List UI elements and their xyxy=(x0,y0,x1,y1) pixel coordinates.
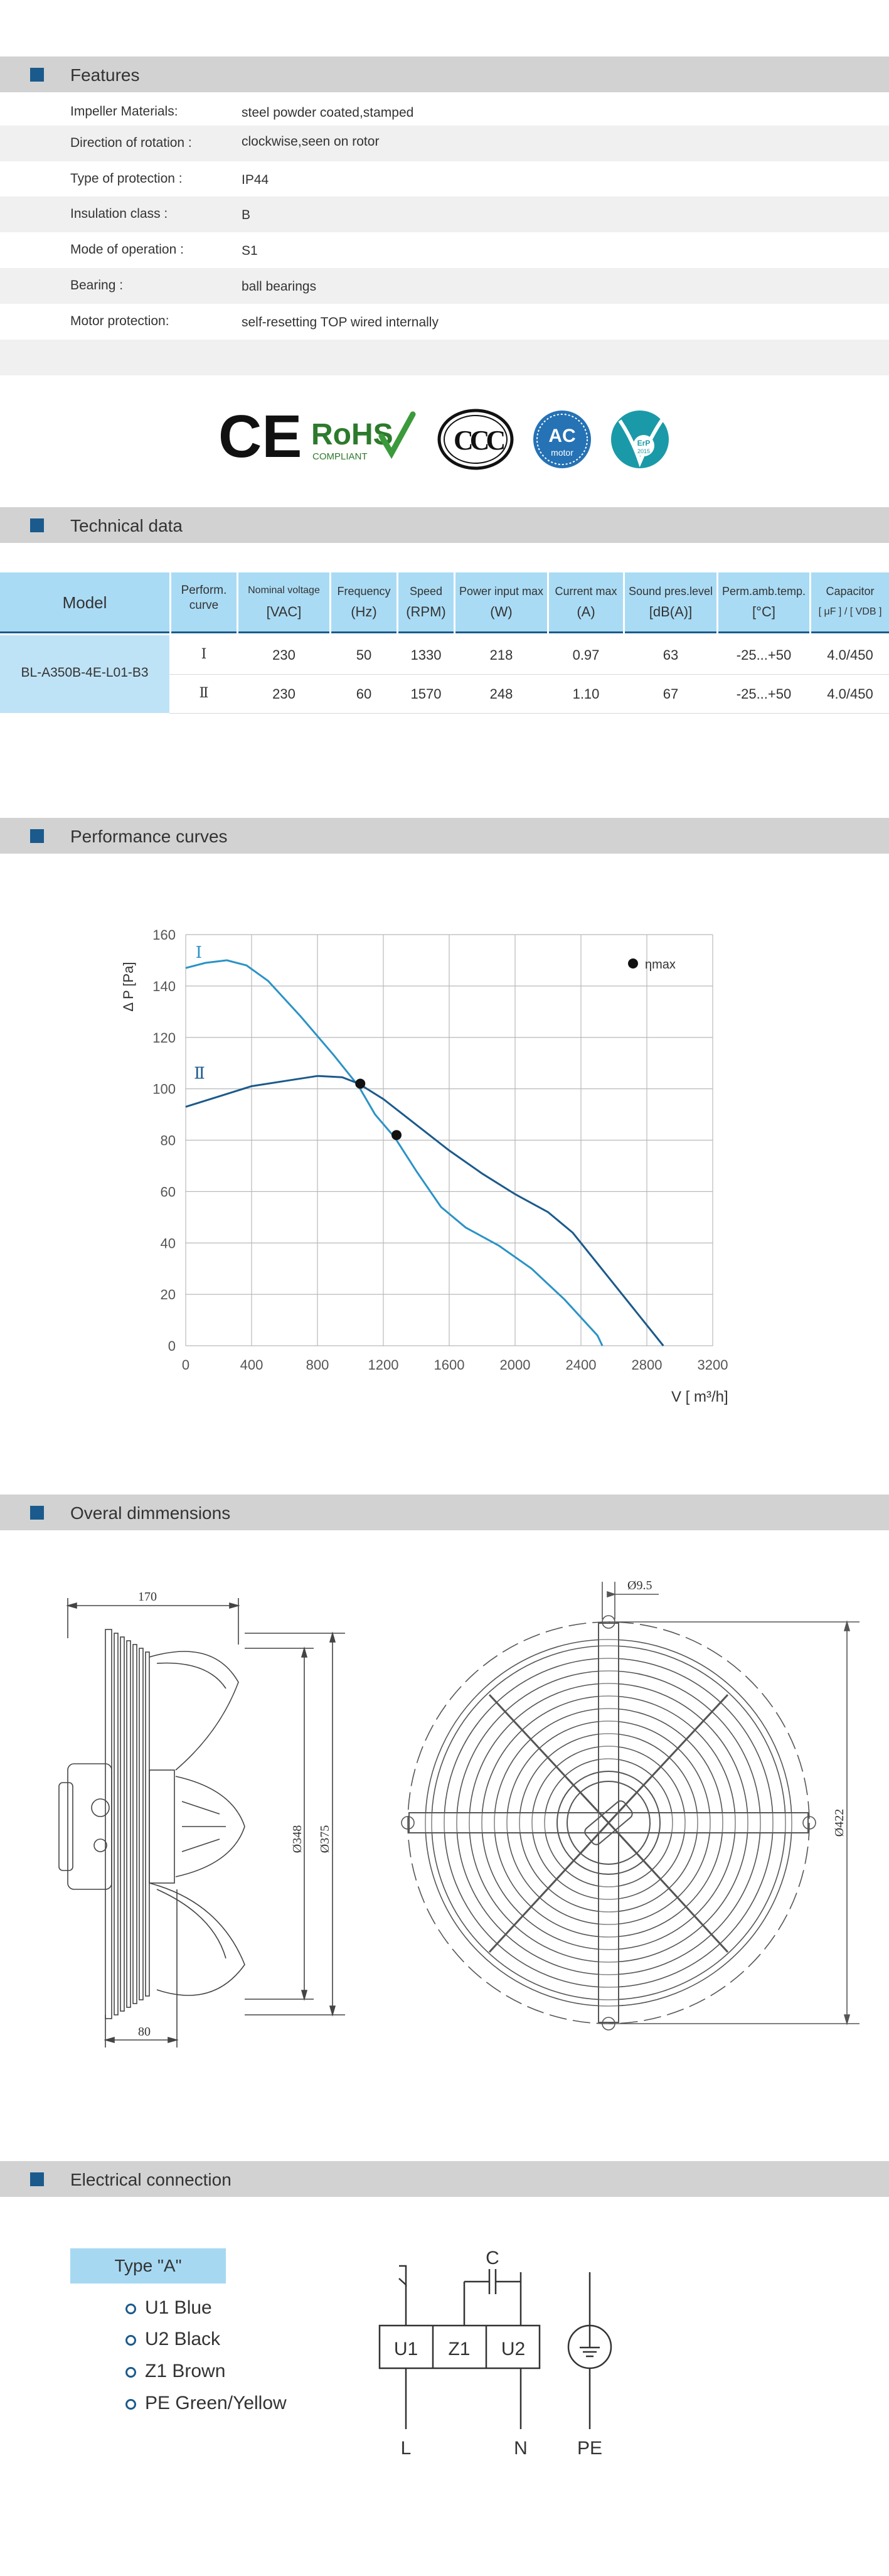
y-tick-label: 120 xyxy=(152,1029,176,1046)
th-label: Model xyxy=(62,593,107,612)
feature-key: Type of protection : xyxy=(70,171,183,186)
ac-text: AC xyxy=(548,426,576,446)
th-model xyxy=(0,572,169,633)
feature-row xyxy=(0,304,889,340)
chart-ticks xyxy=(152,927,728,1373)
erp-logo xyxy=(611,411,669,468)
th-label: Nominal voltage xyxy=(248,585,320,596)
dim-422: Ø422 xyxy=(833,1808,846,1837)
label-pe: PE xyxy=(577,2438,603,2459)
efficiency-point xyxy=(355,1078,365,1088)
capacitor-label: C xyxy=(486,2248,499,2268)
feature-value: IP44 xyxy=(242,173,269,187)
row-divider xyxy=(169,713,889,714)
th-speed xyxy=(398,572,454,633)
cell-temp: -25...+50 xyxy=(736,686,792,702)
model-cell xyxy=(0,635,169,713)
terminal-u2: U2 xyxy=(501,2339,526,2359)
performance-section-bar xyxy=(0,818,889,854)
cell-speed: 1330 xyxy=(410,647,442,663)
wire-label: U1 Blue xyxy=(145,2297,212,2318)
row-divider xyxy=(169,674,889,675)
rohs-sub-text: COMPLIANT xyxy=(312,451,368,462)
feature-row xyxy=(0,126,889,161)
section-square-icon xyxy=(30,2172,44,2186)
terminal-u1: U1 xyxy=(393,2339,418,2359)
feature-key: Insulation class : xyxy=(70,207,168,221)
bullet-icon xyxy=(125,2304,136,2314)
rohs-logo xyxy=(311,414,413,462)
y-tick-label: 140 xyxy=(152,978,176,994)
y-tick-label: 100 xyxy=(152,1081,176,1097)
feature-row-empty xyxy=(0,340,889,375)
dimensions-section-bar xyxy=(0,1495,889,1530)
wiring-diagram xyxy=(370,2247,634,2461)
dim-375: Ø375 xyxy=(318,1825,332,1854)
type-label: Type "A" xyxy=(114,2256,182,2275)
cell-capacitor: 4.0/450 xyxy=(827,686,873,702)
wire-item xyxy=(125,2361,225,2382)
th-current xyxy=(549,572,623,633)
y-axis-label: Δ P [Pa] xyxy=(120,962,136,1012)
feature-row xyxy=(0,196,889,232)
ccc-logo xyxy=(439,411,512,468)
wire-label: PE Green/Yellow xyxy=(145,2393,287,2413)
th-label: Speed xyxy=(409,585,443,598)
th-unit: (Hz) xyxy=(351,604,377,620)
th-power xyxy=(455,572,547,633)
th-unit: curve xyxy=(189,599,219,612)
series-label-2: Ⅱ xyxy=(194,1064,205,1083)
model-name: BL-A350B-4E-L01-B3 xyxy=(21,665,149,680)
feature-row xyxy=(0,268,889,304)
feature-value: clockwise,seen on rotor xyxy=(242,134,380,149)
features-section-bar xyxy=(0,56,889,92)
cell-current: 1.10 xyxy=(572,686,600,702)
erp-text: ErP xyxy=(637,439,651,448)
x-tick-label: 2400 xyxy=(565,1357,597,1373)
rohs-text: RoHS xyxy=(311,418,393,451)
wire-item xyxy=(125,2297,212,2319)
fan-side-view-drawing xyxy=(56,1575,370,2065)
legend-label: ηmax xyxy=(645,958,676,972)
x-axis-label: V [ m³/h] xyxy=(671,1388,728,1405)
bullet-icon xyxy=(125,2367,136,2378)
feature-row xyxy=(0,161,889,197)
dim-170: 170 xyxy=(138,1590,157,1604)
label-l: L xyxy=(400,2438,412,2459)
technical-title: Technical data xyxy=(70,516,183,535)
cell-frequency: 60 xyxy=(356,686,372,702)
bullet-icon xyxy=(125,2399,136,2410)
th-unit: [°C] xyxy=(752,604,775,620)
cell-sound: 63 xyxy=(663,647,679,663)
x-tick-label: 1600 xyxy=(434,1357,465,1373)
type-badge xyxy=(70,2248,226,2284)
legend-dot xyxy=(628,958,638,969)
ccc-text: CCC xyxy=(454,425,503,456)
x-tick-label: 1200 xyxy=(368,1357,399,1373)
feature-row xyxy=(0,232,889,268)
cell-power: 248 xyxy=(489,686,513,702)
efficiency-point xyxy=(391,1130,402,1140)
th-sound xyxy=(625,572,716,633)
feature-value: steel powder coated,stamped xyxy=(242,105,414,120)
dim-348: Ø348 xyxy=(290,1825,304,1854)
section-square-icon xyxy=(30,1506,44,1520)
th-label: Current max xyxy=(555,585,617,598)
series-line-1 xyxy=(186,960,602,1346)
th-unit: (A) xyxy=(577,604,595,620)
chart-grid xyxy=(186,935,713,1346)
section-square-icon xyxy=(30,68,44,82)
wire-item xyxy=(125,2393,287,2414)
feature-value: S1 xyxy=(242,244,258,258)
x-tick-label: 2000 xyxy=(499,1357,531,1373)
wire-label: Z1 Brown xyxy=(145,2361,226,2381)
cell-speed: 1570 xyxy=(410,686,442,702)
th-unit: (W) xyxy=(490,604,513,620)
feature-row xyxy=(0,94,889,130)
feature-key: Motor protection: xyxy=(70,314,169,328)
th-label: Power input max xyxy=(459,585,544,598)
x-tick-label: 400 xyxy=(240,1357,264,1373)
cell-voltage: 230 xyxy=(272,686,295,702)
fan-front-view-drawing xyxy=(395,1569,872,2034)
series-label-1: Ⅰ xyxy=(195,943,203,962)
y-tick-label: 60 xyxy=(160,1184,176,1200)
cell-temp: -25...+50 xyxy=(736,647,792,663)
technical-section-bar xyxy=(0,507,889,543)
feature-key: Mode of operation : xyxy=(70,242,184,257)
feature-value: ball bearings xyxy=(242,279,317,294)
cell-capacitor: 4.0/450 xyxy=(827,647,873,663)
label-n: N xyxy=(514,2438,528,2459)
th-label: Frequency xyxy=(337,585,391,598)
ce-text: CE xyxy=(218,403,302,470)
th-label: Sound pres.level xyxy=(628,585,713,598)
th-capacitor xyxy=(811,572,889,633)
th-unit: (RPM) xyxy=(406,604,446,620)
cell-power: 218 xyxy=(489,647,513,663)
chart-efficiency-points xyxy=(355,1078,402,1140)
th-curve xyxy=(171,572,237,633)
x-tick-label: 3200 xyxy=(697,1357,728,1373)
features-title: Features xyxy=(70,65,140,85)
certification-logos xyxy=(213,402,678,471)
th-voltage xyxy=(238,572,329,633)
wire-item xyxy=(125,2329,220,2350)
performance-title: Performance curves xyxy=(70,827,228,846)
ce-logo xyxy=(218,403,302,470)
feature-key: Impeller Materials: xyxy=(70,104,178,119)
feature-key: Bearing : xyxy=(70,278,124,292)
th-unit: [ μF ] / [ VDB ] xyxy=(818,606,882,617)
y-tick-label: 160 xyxy=(152,927,176,943)
performance-chart xyxy=(113,916,753,1419)
cell-sound: 67 xyxy=(663,686,679,702)
series-line-2 xyxy=(186,1076,663,1346)
x-tick-label: 2800 xyxy=(631,1357,663,1373)
feature-value: B xyxy=(242,208,251,222)
th-label: Capacitor xyxy=(826,585,875,598)
y-tick-label: 0 xyxy=(168,1338,176,1354)
x-tick-label: 800 xyxy=(306,1357,329,1373)
y-tick-label: 80 xyxy=(160,1132,176,1149)
wire-label: U2 Black xyxy=(145,2329,221,2349)
y-tick-label: 40 xyxy=(160,1235,176,1252)
motor-text: motor xyxy=(551,448,573,458)
terminal-z1: Z1 xyxy=(448,2339,471,2359)
section-square-icon xyxy=(30,829,44,843)
dim-9-5: Ø9.5 xyxy=(627,1579,652,1592)
feature-key: Direction of rotation : xyxy=(70,136,192,150)
cell-current: 0.97 xyxy=(572,647,600,663)
th-frequency xyxy=(331,572,397,633)
cell-curve: Ⅱ xyxy=(199,685,209,701)
erp-year-text: 2015 xyxy=(637,448,651,454)
cell-voltage: 230 xyxy=(272,647,295,663)
th-label: Perm.amb.temp. xyxy=(721,585,806,598)
section-square-icon xyxy=(30,518,44,532)
x-tick-label: 0 xyxy=(181,1357,190,1373)
y-tick-label: 20 xyxy=(160,1287,176,1303)
ac-motor-logo xyxy=(533,411,591,468)
th-unit: [VAC] xyxy=(266,604,302,620)
th-label: Perform. xyxy=(181,584,227,597)
bullet-icon xyxy=(125,2335,136,2346)
dimensions-title: Overal dimmensions xyxy=(70,1503,231,1523)
electrical-section-bar xyxy=(0,2161,889,2197)
cell-frequency: 50 xyxy=(356,647,372,663)
electrical-title: Electrical connection xyxy=(70,2170,232,2189)
chart-series xyxy=(186,943,663,1346)
th-unit: [dB(A)] xyxy=(649,604,693,620)
cell-curve: Ⅰ xyxy=(201,647,207,662)
dim-80: 80 xyxy=(138,2025,151,2039)
feature-value: self-resetting TOP wired internally xyxy=(242,315,439,330)
th-temp xyxy=(718,572,809,633)
